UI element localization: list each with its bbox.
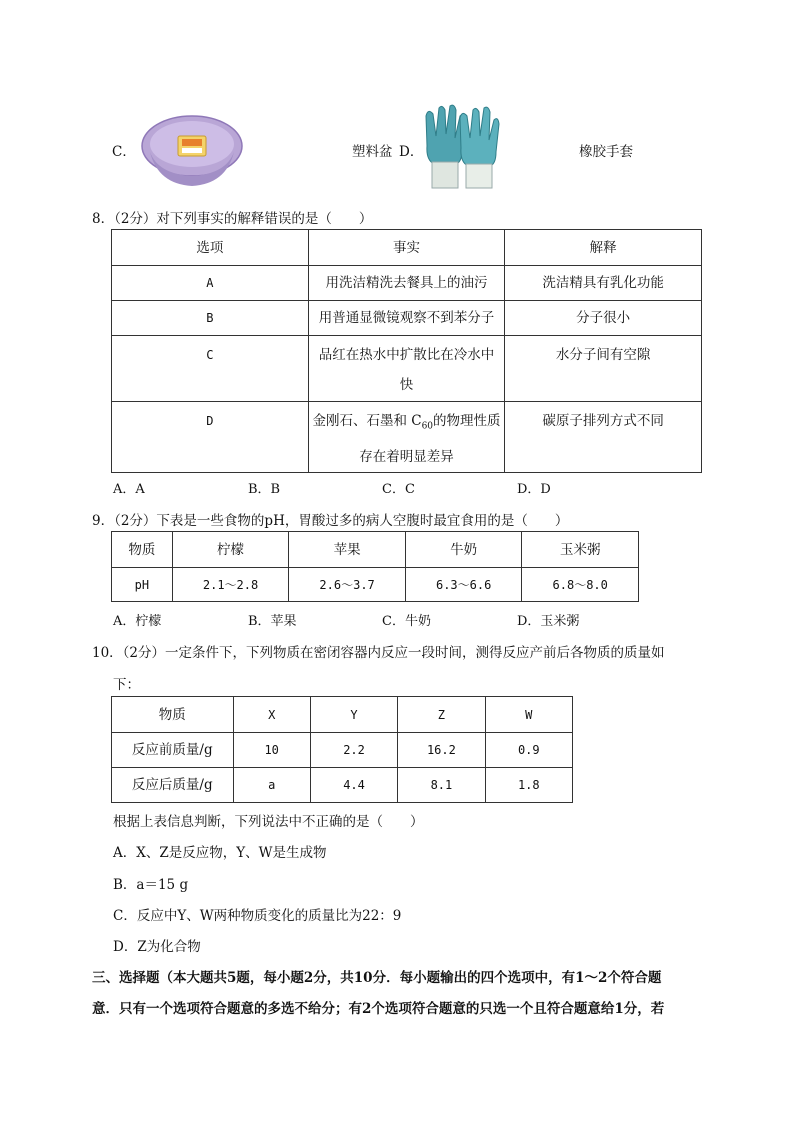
fact-text: 的物理性质 — [433, 413, 501, 429]
mass-cell: 0.9 — [485, 733, 572, 768]
explanation-cell: 水分子间有空隙 — [505, 336, 702, 402]
option-cell: D — [112, 402, 309, 473]
q10-option-c[interactable]: C．反应中Y、W两种物质变化的质量比为22：9 — [113, 908, 402, 924]
table-row — [112, 568, 639, 602]
table-row — [112, 266, 702, 301]
answer-option[interactable]: B．苹果 — [248, 614, 297, 629]
ph-cell: 2.1～2.8 — [172, 568, 289, 602]
mass-cell: 4.4 — [310, 768, 397, 803]
ph-cell: 2.6～3.7 — [289, 568, 406, 602]
q8-answers — [113, 478, 633, 496]
option-c-caption: 塑料盆 — [352, 144, 393, 160]
q8-stem: 8．（2分）对下列事实的解释错误的是（ ） — [92, 211, 373, 227]
option-d-label: D． — [399, 144, 424, 160]
q10-option-d[interactable]: D．Z为化合物 — [113, 939, 201, 955]
q10-stem-line-2: 下： — [113, 677, 140, 693]
table-header-row — [112, 697, 573, 733]
fact-line — [309, 406, 505, 442]
option-d-caption: 橡胶手套 — [579, 144, 633, 160]
mass-cell: 2.2 — [310, 733, 397, 768]
option-c-label: C． — [112, 144, 136, 160]
fact-line: 存在着明显差异 — [359, 448, 454, 465]
header-cell: Z — [398, 697, 485, 733]
rubber-gloves-image — [420, 102, 502, 190]
plastic-basin-image — [140, 108, 244, 190]
header-cell: 玉米粥 — [522, 532, 639, 568]
answer-option[interactable]: D．玉米粥 — [517, 614, 580, 629]
table-row — [112, 301, 702, 336]
option-cell: C — [112, 336, 309, 402]
fact-text: 金刚石、石墨和 C — [312, 413, 422, 429]
row-label: 反应后质量/g — [112, 768, 234, 803]
table-row — [112, 733, 573, 768]
section3-heading-line-1: 三、选择题（本大题共5题，每小题2分，共10分．每小题输出的四个选项中，有1～2个符合题 — [92, 970, 662, 986]
explanation-cell: 分子很小 — [505, 301, 702, 336]
header-cell: 物质 — [112, 532, 173, 568]
option-cell: B — [112, 301, 309, 336]
mass-cell: 10 — [233, 733, 310, 768]
subscript-60: 60 — [421, 421, 434, 432]
answer-option[interactable]: D．D — [517, 482, 551, 497]
answer-option[interactable]: A．A — [113, 482, 145, 497]
fact-cell — [308, 336, 505, 402]
header-cell: Y — [310, 697, 397, 733]
mass-cell: a — [233, 768, 310, 803]
q10-option-a[interactable]: A．X、Z是反应物，Y、W是生成物 — [113, 845, 327, 861]
header-cell: X — [233, 697, 310, 733]
mass-cell: 1.8 — [485, 768, 572, 803]
explanation-cell: 碳原子排列方式不同 — [505, 402, 702, 473]
mass-cell: 8.1 — [398, 768, 485, 803]
fact-line: 品红在热水中扩散比在冷水中 — [318, 347, 495, 363]
answer-option[interactable]: C．牛奶 — [382, 614, 431, 629]
header-cell: 牛奶 — [405, 532, 522, 568]
table-row — [112, 336, 702, 402]
explanation-cell: 洗洁精具有乳化功能 — [505, 266, 702, 301]
q9-table — [111, 531, 639, 602]
table-header-row — [112, 230, 702, 266]
ph-cell: 6.8～8.0 — [522, 568, 639, 602]
option-cell: A — [112, 266, 309, 301]
table-row — [112, 768, 573, 803]
table-header-row — [112, 532, 639, 568]
answer-option[interactable]: A．柠檬 — [113, 614, 162, 629]
header-cell: 物质 — [112, 697, 234, 733]
fact-cell: 用洗洁精洗去餐具上的油污 — [308, 266, 505, 301]
q9-answers — [113, 610, 633, 628]
header-cell: 柠檬 — [172, 532, 289, 568]
fact-cell: 用普通显微镜观察不到苯分子 — [308, 301, 505, 336]
fact-cell — [308, 402, 505, 473]
row-label: 反应前质量/g — [112, 733, 234, 768]
section3-heading-line-2: 意．只有一个选项符合题意的多选不给分；有2个选项符合题意的只选一个且符合题意给1分，若 — [92, 1001, 665, 1017]
answer-option[interactable]: B．B — [248, 482, 281, 497]
q8-table — [111, 229, 702, 473]
header-cell: 选项 — [112, 230, 309, 266]
q10-option-b[interactable]: B．a＝15 g — [113, 877, 189, 893]
q10-stem-line-1: 10．（2分）一定条件下，下列物质在密闭容器内反应一段时间，测得反应产前后各物质的质量如 — [92, 645, 665, 661]
q10-prompt: 根据上表信息判断，下列说法中不正确的是（ ） — [113, 814, 424, 830]
q9-stem: 9．（2分）下表是一些食物的pH，胃酸过多的病人空腹时最宜食用的是（ ） — [92, 513, 569, 529]
fact-line: 快 — [399, 377, 414, 393]
header-cell: 苹果 — [289, 532, 406, 568]
mass-cell: 16.2 — [398, 733, 485, 768]
header-cell: 事实 — [308, 230, 505, 266]
table-row — [112, 402, 702, 473]
q10-table — [111, 696, 573, 803]
ph-cell: 6.3～6.6 — [405, 568, 522, 602]
row-label: pH — [112, 568, 173, 602]
answer-option[interactable]: C．C — [382, 482, 415, 497]
header-cell: W — [485, 697, 572, 733]
header-cell: 解释 — [505, 230, 702, 266]
